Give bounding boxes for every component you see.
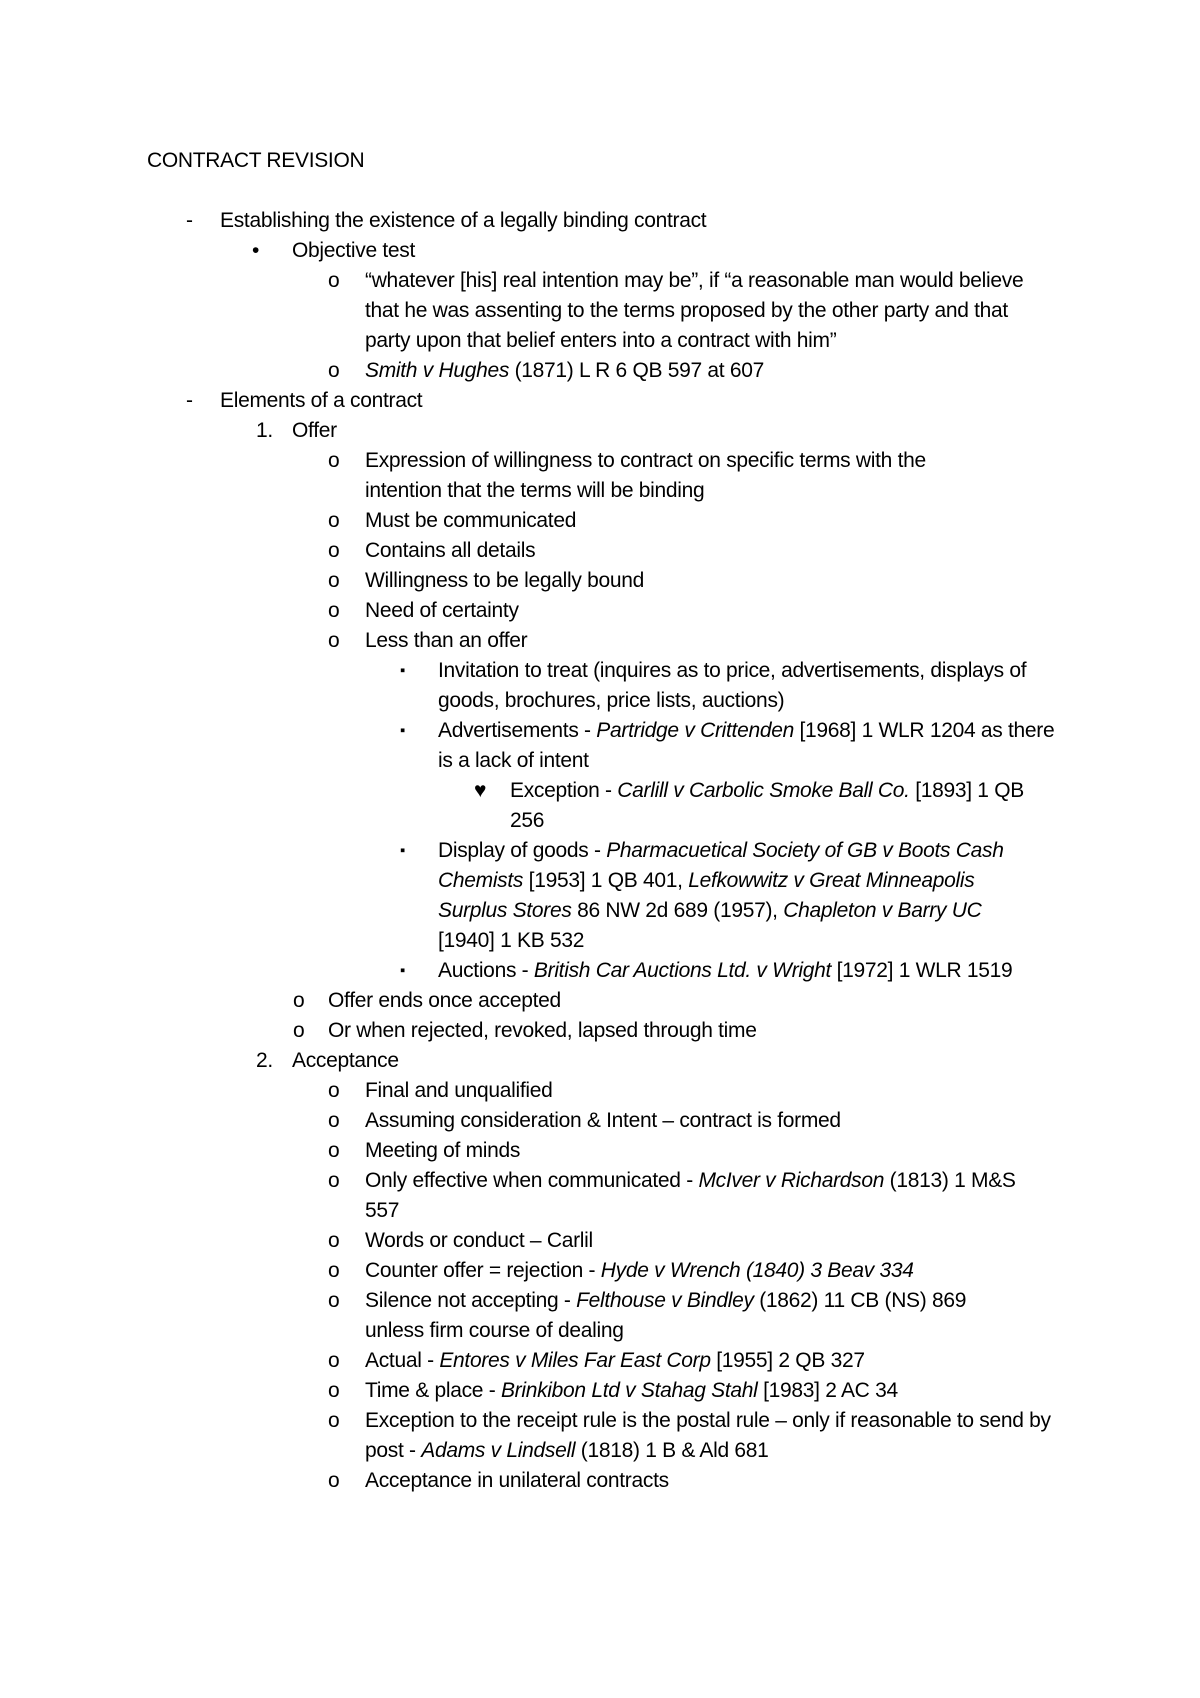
list-item: [328, 536, 1045, 566]
circle-bullet: o: [293, 989, 305, 1012]
citation: (1871) L R 6 QB 597 at 607: [509, 359, 764, 382]
circle-bullet: o: [328, 1109, 340, 1132]
list-item-text: Must be communicated: [365, 509, 577, 532]
item-label: Time & place -: [365, 1379, 501, 1402]
list-item: [328, 1286, 1025, 1346]
list-item-text: Invitation to treat (inquires as to price, advertisements, displays of goods, brochures, price lists, auctions): [438, 659, 1027, 712]
list-item-text: Offer ends once accepted: [328, 989, 561, 1012]
item-label: Actual -: [365, 1349, 440, 1372]
item-label: Silence not accepting -: [365, 1289, 577, 1312]
case-name: Lefkowwitz v Great Minneapolis Surplus Stores: [438, 869, 975, 922]
citation: [1953] 1 QB 401,: [523, 869, 689, 892]
case-name: McIver v Richardson: [698, 1169, 885, 1192]
list-item: [328, 446, 1005, 506]
citation: [1983] 2 AC 34: [757, 1379, 898, 1402]
list-item: [328, 1466, 1045, 1496]
list-item: [256, 416, 1052, 446]
case-name: Smith v Hughes: [365, 359, 510, 382]
citation: [1940] 1 KB 532: [438, 929, 585, 952]
circle-bullet: o: [328, 629, 340, 652]
circle-bullet: o: [328, 1079, 340, 1102]
list-item-text: Establishing the existence of a legally binding contract: [220, 209, 707, 232]
list-item: [474, 776, 1060, 836]
circle-bullet: o: [328, 1259, 340, 1282]
list-item: [328, 1136, 1045, 1166]
citation: 86 NW 2d 689 (1957),: [571, 899, 784, 922]
case-name: Chapleton v Barry UC: [783, 899, 982, 922]
item-label: Exception -: [510, 779, 618, 802]
list-item-text: Words or conduct – Carlil: [365, 1229, 593, 1252]
list-item: [328, 1106, 1045, 1136]
circle-bullet: o: [328, 1139, 340, 1162]
square-bullet: ▪: [400, 722, 406, 739]
list-item: [256, 1046, 1052, 1076]
case-name: Brinkibon Ltd v Stahag Stahl: [500, 1379, 758, 1402]
bullet-dot: •: [252, 239, 260, 262]
citation: [1893] 1 QB 256: [510, 779, 1024, 832]
list-item-text: Contains all details: [365, 539, 536, 562]
list-item-text: Less than an offer: [365, 629, 528, 652]
item-label: Display of goods -: [438, 839, 607, 862]
item-label: Only effective when communicated -: [365, 1169, 699, 1192]
list-item: [293, 1016, 1028, 1046]
circle-bullet: o: [328, 539, 340, 562]
citation: (1818) 1 B & Ald 681: [575, 1439, 769, 1462]
circle-bullet: o: [328, 1379, 340, 1402]
case-name: Hyde v Wrench (1840) 3 Beav 334: [600, 1259, 914, 1282]
heart-bullet: ♥: [474, 779, 487, 802]
list-item: [252, 236, 1052, 266]
list-item-text: Objective test: [292, 239, 416, 262]
circle-bullet: o: [328, 269, 340, 292]
case-name: Carlill v Carbolic Smoke Ball Co.: [617, 779, 910, 802]
list-item: [400, 656, 1028, 716]
circle-bullet: o: [328, 1469, 340, 1492]
list-item: [328, 1256, 1085, 1286]
circle-bullet: o: [328, 569, 340, 592]
number-marker: 1.: [256, 419, 273, 442]
list-item: [186, 206, 1040, 236]
case-name: Entores v Miles Far East Corp: [439, 1349, 711, 1372]
circle-bullet: o: [328, 1229, 340, 1252]
circle-bullet: o: [328, 599, 340, 622]
list-item-text: Expression of willingness to contract on specific terms with the intention that the terms will be binding: [365, 449, 926, 502]
list-item: [328, 356, 1085, 386]
list-item-text: Need of certainty: [365, 599, 519, 622]
circle-bullet: o: [328, 1169, 340, 1192]
case-name: Felthouse v Bindley: [576, 1289, 754, 1312]
list-item: [328, 566, 1045, 596]
circle-bullet: o: [328, 1409, 340, 1432]
case-name: British Car Auctions Ltd. v Wright: [533, 959, 832, 982]
list-item: [328, 506, 1045, 536]
item-label: Counter offer = rejection -: [365, 1259, 601, 1282]
citation: [1972] 1 WLR 1519: [831, 959, 1013, 982]
list-item-text: “whatever [his] real intention may be”, if “a reasonable man would believe that he was assenting to the terms proposed by the other party and that party upon that belief enters into a contract with him”: [365, 269, 1024, 352]
case-name: Pharmacuetical Society of GB v Boots Cash Chemists: [438, 839, 1004, 892]
item-label: Advertisements -: [438, 719, 597, 742]
list-item: [328, 1076, 1045, 1106]
circle-bullet: o: [328, 359, 340, 382]
dash-bullet: -: [186, 389, 193, 412]
list-item-text: Or when rejected, revoked, lapsed through time: [328, 1019, 757, 1042]
square-bullet: ▪: [400, 842, 406, 859]
case-name: Partridge v Crittenden: [596, 719, 794, 742]
list-item: [328, 1406, 1055, 1466]
list-item: [400, 956, 1138, 986]
list-item-text: Assuming consideration & Intent – contract is formed: [365, 1109, 841, 1132]
list-item: [328, 596, 1045, 626]
square-bullet: ▪: [400, 962, 406, 979]
list-item-text: Final and unqualified: [365, 1079, 553, 1102]
list-item: [328, 266, 1045, 356]
list-item: [400, 716, 1058, 776]
list-item-text: Acceptance: [292, 1049, 399, 1072]
list-item: [328, 1346, 1085, 1376]
list-item: [328, 626, 1045, 656]
list-item-text: Meeting of minds: [365, 1139, 521, 1162]
citation: [1955] 2 QB 327: [710, 1349, 865, 1372]
list-item: [400, 836, 1043, 956]
document-title: CONTRACT REVISION: [147, 149, 365, 172]
number-marker: 2.: [256, 1049, 273, 1072]
item-label: Exception to the receipt rule is the postal rule – only if reasonable to send by post -: [365, 1409, 1051, 1462]
circle-bullet: o: [293, 1019, 305, 1042]
circle-bullet: o: [328, 1289, 340, 1312]
list-item: [328, 1166, 1045, 1226]
dash-bullet: -: [186, 209, 193, 232]
list-item-text: Elements of a contract: [220, 389, 423, 412]
citation: (1813) 1 M&S 557: [365, 1169, 1016, 1222]
citation: [1968] 1 WLR 1204 as there is a lack of intent: [438, 719, 1055, 772]
case-name: Adams v Lindsell: [421, 1439, 576, 1462]
list-item-text: Acceptance in unilateral contracts: [365, 1469, 669, 1492]
list-item: [328, 1376, 1085, 1406]
circle-bullet: o: [328, 449, 340, 472]
list-item: [293, 986, 1028, 1016]
list-item-text: Willingness to be legally bound: [365, 569, 645, 592]
list-item: [328, 1226, 1045, 1256]
item-label: Auctions -: [438, 959, 534, 982]
square-bullet: ▪: [400, 662, 406, 679]
circle-bullet: o: [328, 509, 340, 532]
list-item: [186, 386, 1040, 416]
list-item-text: Offer: [292, 419, 337, 442]
citation: (1862) 11 CB (NS) 869 unless firm course of dealing: [365, 1289, 967, 1342]
circle-bullet: o: [328, 1349, 340, 1372]
